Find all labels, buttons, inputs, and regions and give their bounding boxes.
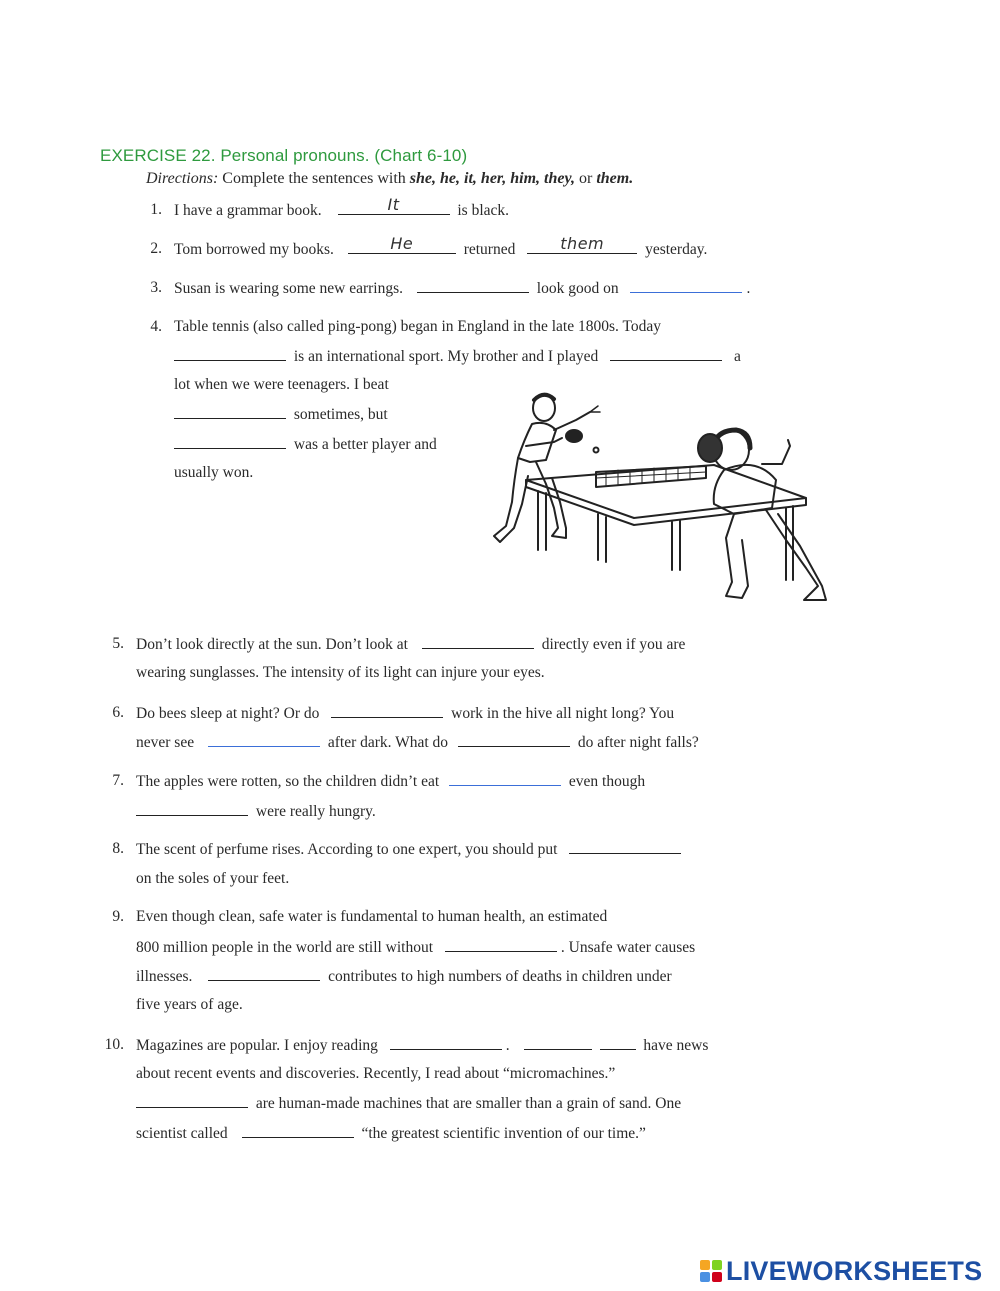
question-9-line-2: 800 million people in the world are still without . Unsafe water causes [136, 939, 696, 956]
answer-blank-4d[interactable] [174, 434, 286, 449]
answer-blank-7a[interactable] [449, 771, 561, 786]
answer-blank-5[interactable] [422, 634, 534, 649]
player-left-arm [554, 412, 590, 430]
exercise-title: EXERCISE 22. Personal pronouns. (Chart 6-10) [100, 146, 468, 165]
player-right-arm [762, 440, 790, 464]
ball [594, 448, 599, 453]
question-4-line-5: was a better player and [174, 434, 437, 455]
answer-blank-4a[interactable] [174, 346, 286, 361]
question-7: 7. The apples were rotten, so the children didn’t eat even though [112, 772, 646, 790]
question-7-line-2: were really hungry. [136, 801, 376, 822]
player-right-leg [726, 514, 748, 598]
answer-blank-6b[interactable] [208, 732, 320, 747]
question-4-line-3: lot when we were teenagers. I beat [174, 376, 389, 393]
answer-blank-2b[interactable]: them [527, 239, 637, 254]
paddle-left [566, 430, 582, 442]
question-9: 9. Even though clean, safe water is fundamental to human health, an estimated [112, 908, 608, 925]
answer-blank-8[interactable] [569, 839, 681, 854]
answer-blank-10b[interactable] [524, 1036, 636, 1050]
player-right-shirt [714, 465, 776, 514]
question-8: 8. The scent of perfume rises. According to one expert, you should put [104, 839, 685, 860]
answer-blank-6a[interactable] [331, 703, 443, 718]
player-left-arm-2 [526, 438, 562, 446]
question-3: 3. Susan is wearing some new earrings. look good on . [150, 279, 751, 297]
question-4-line-1: 4. Table tennis (also called ping-pong) began in England in the late 1800s. Today [150, 318, 661, 335]
directions: Directions: Complete the sentences with she, he, it, her, him, they, or them. [146, 170, 634, 187]
question-10-line-3: are human-made machines that are smaller than a grain of sand. One [136, 1093, 681, 1114]
question-4-line-4: sometimes, but [174, 404, 388, 425]
question-6: 6. Do bees sleep at night? Or do work in the hive all night long? You [112, 704, 675, 722]
answer-blank-4c[interactable] [174, 404, 286, 419]
question-1: 1. I have a grammar book. It is black. [150, 195, 510, 219]
answer-blank-1[interactable]: It [338, 200, 450, 215]
table-leg [598, 514, 606, 562]
question-8-line-2: on the soles of your feet. [136, 870, 290, 887]
question-10: 10. Magazines are popular. I enjoy reading . have news [104, 1036, 709, 1054]
answer-blank-2a[interactable]: He [348, 239, 456, 254]
table-leg [672, 521, 680, 570]
player-left-leg [494, 458, 528, 542]
answer-blank-10d[interactable] [242, 1123, 354, 1138]
question-9-line-3: illnesses. contributes to high numbers of deaths in children under [136, 968, 672, 985]
answer-blank-4b[interactable] [610, 346, 722, 361]
question-5: 5. Don’t look directly at the sun. Don’t look at directly even if you are [112, 635, 686, 653]
answer-blank-9b[interactable] [208, 966, 320, 981]
question-6-line-2: never see after dark. What do do after night falls? [136, 734, 699, 751]
player-right-leg-2 [766, 510, 826, 600]
answer-blank-10a[interactable] [390, 1035, 502, 1050]
answer-blank-10c[interactable] [136, 1093, 248, 1108]
question-4-line-2: is an international sport. My brother and I played a [174, 346, 741, 367]
answer-blank-3b[interactable] [630, 278, 742, 293]
answer-blank-9a[interactable] [445, 937, 557, 952]
question-10-line-2: about recent events and discoveries. Recently, I read about “micromachines.” [136, 1065, 616, 1082]
logo-mark-icon [700, 1260, 722, 1282]
answer-blank-6c[interactable] [458, 732, 570, 747]
table-leg [538, 491, 546, 550]
answer-blank-7b[interactable] [136, 801, 248, 816]
paddle-right [698, 434, 722, 462]
question-5-line-2: wearing sunglasses. The intensity of its light can injure your eyes. [136, 664, 545, 681]
question-10-line-4: scientist called “the greatest scientific invention of our time.” [136, 1125, 646, 1142]
logo-text: LIVEWORKSHEETS [726, 1255, 983, 1286]
question-4-line-6: usually won. [174, 464, 254, 481]
liveworksheets-logo [700, 1256, 982, 1286]
question-9-line-4: five years of age. [136, 996, 243, 1013]
question-2: 2. Tom borrowed my books. He returned them yesterday. [150, 234, 708, 258]
answer-blank-3a[interactable] [417, 278, 529, 293]
ping-pong-illustration [486, 390, 831, 615]
